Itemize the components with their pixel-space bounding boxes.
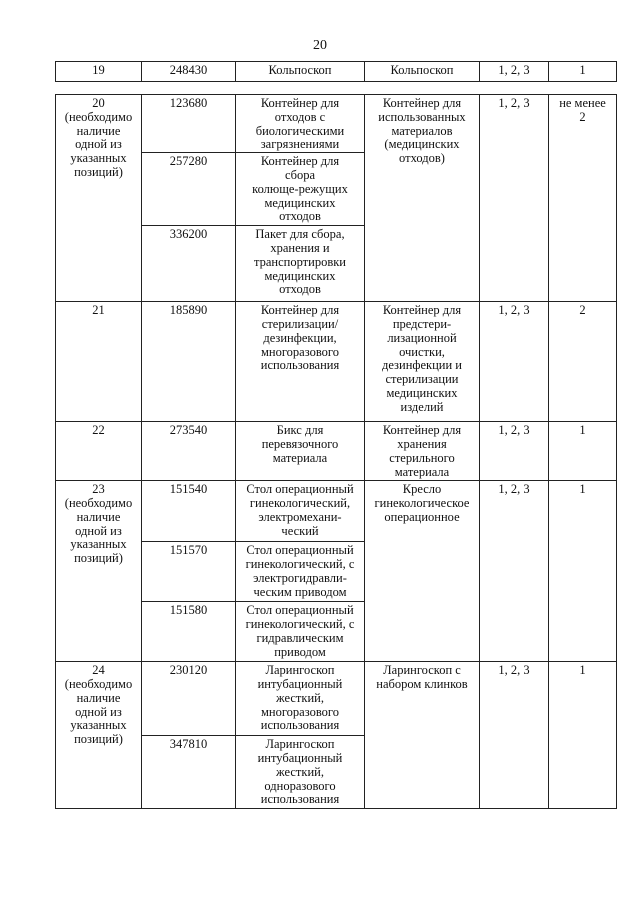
table-row-19 bbox=[56, 62, 617, 82]
item-code: 347810 bbox=[142, 736, 236, 809]
care-levels: 1, 2, 3 bbox=[480, 481, 549, 662]
care-levels: 1, 2, 3 bbox=[480, 302, 549, 422]
table-row-24 bbox=[56, 662, 617, 736]
care-levels: 1, 2, 3 bbox=[480, 62, 549, 82]
item-code: 151570 bbox=[142, 542, 236, 602]
table-row-20 bbox=[56, 95, 617, 153]
item-name: Кольпоскоп bbox=[365, 62, 480, 82]
page-number: 20 bbox=[313, 38, 327, 53]
item-type: Кольпоскоп bbox=[236, 62, 365, 82]
item-code: 248430 bbox=[142, 62, 236, 82]
row-number: 19 bbox=[56, 62, 142, 82]
item-code: 185890 bbox=[142, 302, 236, 422]
care-levels: 1, 2, 3 bbox=[480, 95, 549, 302]
item-type: Контейнер для отходов с биологическими загрязнениями bbox=[236, 95, 365, 153]
item-name: Ларингоскоп с набором клинков bbox=[365, 662, 480, 809]
item-code: 273540 bbox=[142, 422, 236, 481]
item-code: 230120 bbox=[142, 662, 236, 736]
quantity: 2 bbox=[549, 302, 617, 422]
item-name: Контейнер для хранения стерильного материала bbox=[365, 422, 480, 481]
item-type: Ларингоскоп интубационный жесткий, многоразового использования bbox=[236, 662, 365, 736]
item-type: Ларингоскоп интубационный жесткий, одноразового использования bbox=[236, 736, 365, 809]
row-number: 24 (необходимо наличие одной из указанных позиций) bbox=[56, 662, 142, 809]
table-row-23 bbox=[56, 481, 617, 542]
row-number: 23 (необходимо наличие одной из указанных позиций) bbox=[56, 481, 142, 662]
quantity: не менее 2 bbox=[549, 95, 617, 302]
item-type: Бикс для перевязочного материала bbox=[236, 422, 365, 481]
item-type: Контейнер для сбора колюще-режущих медицинских отходов bbox=[236, 153, 365, 226]
item-name: Кресло гинекологическое операционное bbox=[365, 481, 480, 662]
quantity: 1 bbox=[549, 422, 617, 481]
item-type: Контейнер для стерилизации/ дезинфекции, многоразового использования bbox=[236, 302, 365, 422]
care-levels: 1, 2, 3 bbox=[480, 422, 549, 481]
row-gap bbox=[56, 82, 617, 95]
item-type: Стол операционный гинекологический, с гидравлическим приводом bbox=[236, 602, 365, 662]
equipment-table bbox=[55, 61, 617, 809]
row-number: 21 bbox=[56, 302, 142, 422]
quantity: 1 bbox=[549, 662, 617, 809]
item-code: 336200 bbox=[142, 226, 236, 302]
item-name: Контейнер для использованных материалов (медицинских отходов) bbox=[365, 95, 480, 302]
table-row-21 bbox=[56, 302, 617, 422]
item-type: Пакет для сбора, хранения и транспортировки медицинских отходов bbox=[236, 226, 365, 302]
item-code: 151580 bbox=[142, 602, 236, 662]
quantity: 1 bbox=[549, 62, 617, 82]
item-type: Стол операционный гинекологический, с электрогидравли- ческим приводом bbox=[236, 542, 365, 602]
row-number: 22 bbox=[56, 422, 142, 481]
quantity: 1 bbox=[549, 481, 617, 662]
item-code: 151540 bbox=[142, 481, 236, 542]
care-levels: 1, 2, 3 bbox=[480, 662, 549, 809]
item-code: 123680 bbox=[142, 95, 236, 153]
item-code: 257280 bbox=[142, 153, 236, 226]
item-type: Стол операционный гинекологический, электромехани- ческий bbox=[236, 481, 365, 542]
row-number: 20 (необходимо наличие одной из указанных позиций) bbox=[56, 95, 142, 302]
item-name: Контейнер для предстери- лизационной очистки, дезинфекции и стерилизации медицинских изделий bbox=[365, 302, 480, 422]
table-row-22 bbox=[56, 422, 617, 481]
